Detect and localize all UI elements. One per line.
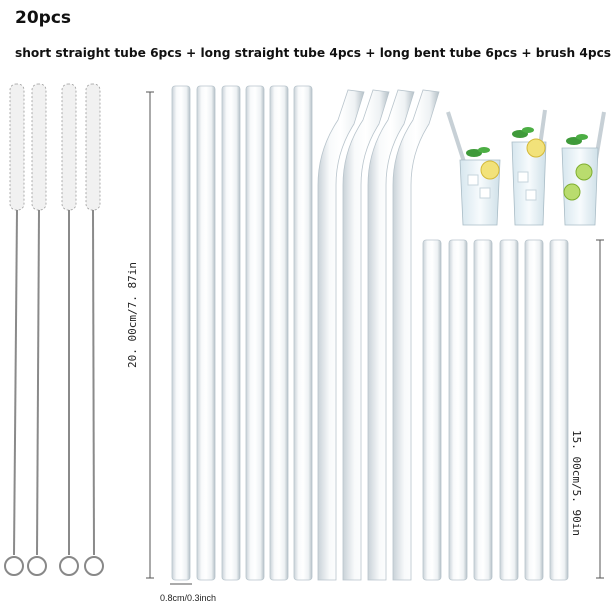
drink-glasses (448, 110, 604, 225)
lime-slice-icon (564, 184, 580, 200)
product-contents: short straight tube 6pcs + long straight tube 4pcs + long bent tube 6pcs + brush 4pcs (15, 46, 612, 60)
cleaning-brush-icon (60, 84, 78, 575)
drink-glass-icon (512, 110, 546, 225)
short-tube-length-label: 15. 00cm/5. 90in (570, 430, 583, 536)
long-bent-tubes (318, 90, 439, 580)
glass-straw-icon (525, 240, 543, 580)
lemon-slice-icon (481, 161, 499, 179)
glass-straw-icon (270, 86, 288, 580)
diameter-label: 0.8cm/0.3inch (160, 593, 217, 603)
glass-straw-icon (197, 86, 215, 580)
drink-glass-icon (562, 112, 604, 225)
glass-straw-icon (222, 86, 240, 580)
cleaning-brush-icon (85, 84, 103, 575)
drink-glass-icon (448, 112, 500, 225)
lemon-slice-icon (527, 139, 545, 157)
short-straight-tubes (423, 240, 568, 580)
cleaning-brush-icon (28, 84, 46, 575)
long-straight-tubes (172, 86, 312, 580)
glass-straw-icon (500, 240, 518, 580)
glass-straw-icon (294, 86, 312, 580)
cleaning-brush-icon (5, 84, 24, 575)
glass-straw-icon (449, 240, 467, 580)
glass-straw-icon (474, 240, 492, 580)
cleaning-brushes (5, 84, 103, 575)
long-tube-length-label: 20. 00cm/7. 87in (126, 262, 139, 368)
glass-straw-icon (423, 240, 441, 580)
glass-straw-icon (172, 86, 190, 580)
glass-straw-icon (246, 86, 264, 580)
page-title: 20pcs (15, 8, 72, 28)
glass-straw-icon (550, 240, 568, 580)
